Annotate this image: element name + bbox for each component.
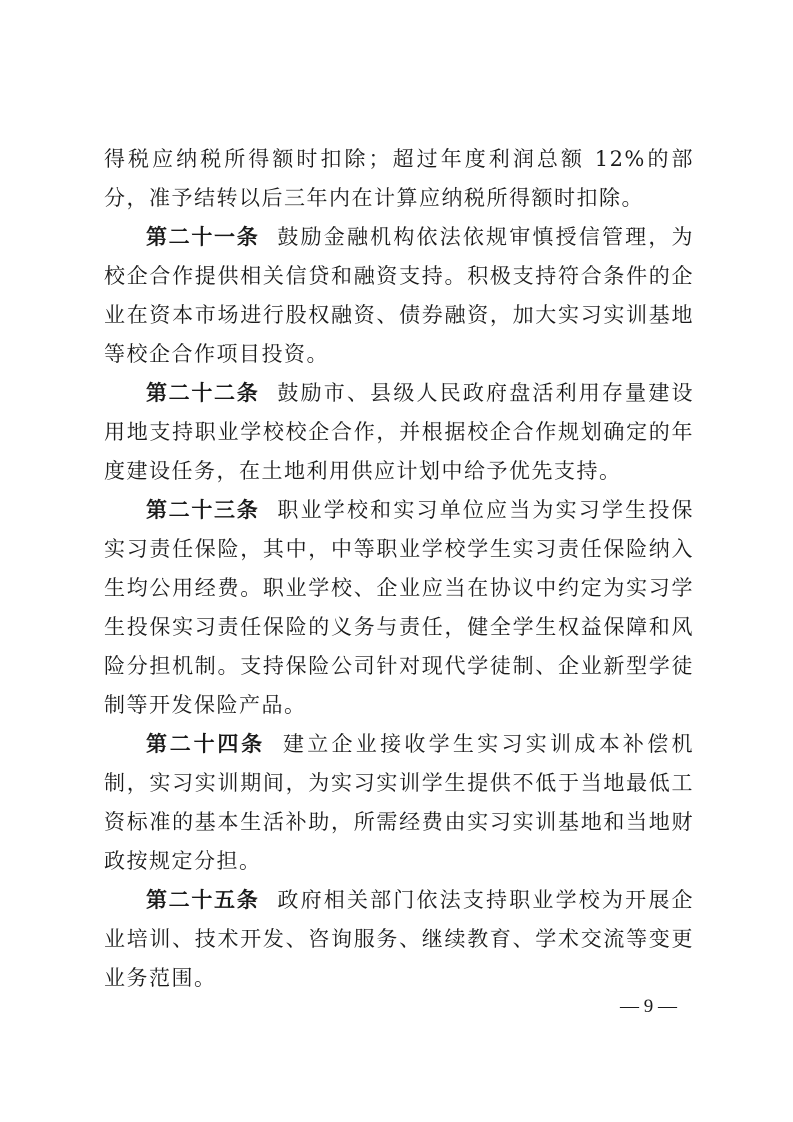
article-text: 建立企业接收学生实习实训成本补偿机制，实习实训期间，为实习实训学生提供不低于当地最低工资标准的基本生活补助，所需经费由实习实训基地和当地财政按规定分担。 bbox=[104, 732, 695, 873]
lead-paragraph: 得税应纳税所得额时扣除；超过年度利润总额 12%的部分，准予结转以后三年内在计算应纳税所得额时扣除。 bbox=[104, 147, 694, 210]
article-number: 第二十五条 bbox=[146, 888, 260, 912]
article-text: 职业学校和实习单位应当为实习学生投保实习责任保险，其中，中等职业学校学生实习责任保险纳入生均公用经费。职业学校、企业应当在协议中约定为实习学生投保实习责任保险的义务与责任，健全学生权益保障和风险分担机制。支持保险公司针对现代学徒制、企业新型学徒制等开发保险产品。 bbox=[104, 498, 695, 717]
article-22 bbox=[104, 374, 694, 491]
article-number: 第二十三条 bbox=[146, 498, 260, 522]
article-number: 第二十一条 bbox=[146, 225, 260, 249]
body-text bbox=[104, 140, 694, 998]
article-21 bbox=[104, 218, 694, 374]
article-25 bbox=[104, 881, 694, 998]
article-text: 政府相关部门依法支持职业学校为开展企业培训、技术开发、咨询服务、继续教育、学术交流等变更业务范围。 bbox=[104, 888, 695, 990]
article-23 bbox=[104, 491, 694, 725]
article-text: 鼓励金融机构依法依规审慎授信管理，为校企合作提供相关信贷和融资支持。积极支持符合条件的企业在资本市场进行股权融资、债券融资，加大实习实训基地等校企合作项目投资。 bbox=[104, 225, 695, 366]
article-number: 第二十四条 bbox=[146, 732, 265, 756]
article-24 bbox=[104, 725, 694, 881]
page-number: — 9 — bbox=[620, 996, 677, 1017]
article-number: 第二十二条 bbox=[146, 381, 260, 405]
article-text: 鼓励市、县级人民政府盘活利用存量建设用地支持职业学校校企合作，并根据校企合作规划确定的年度建设任务，在土地利用供应计划中给予优先支持。 bbox=[104, 381, 695, 483]
